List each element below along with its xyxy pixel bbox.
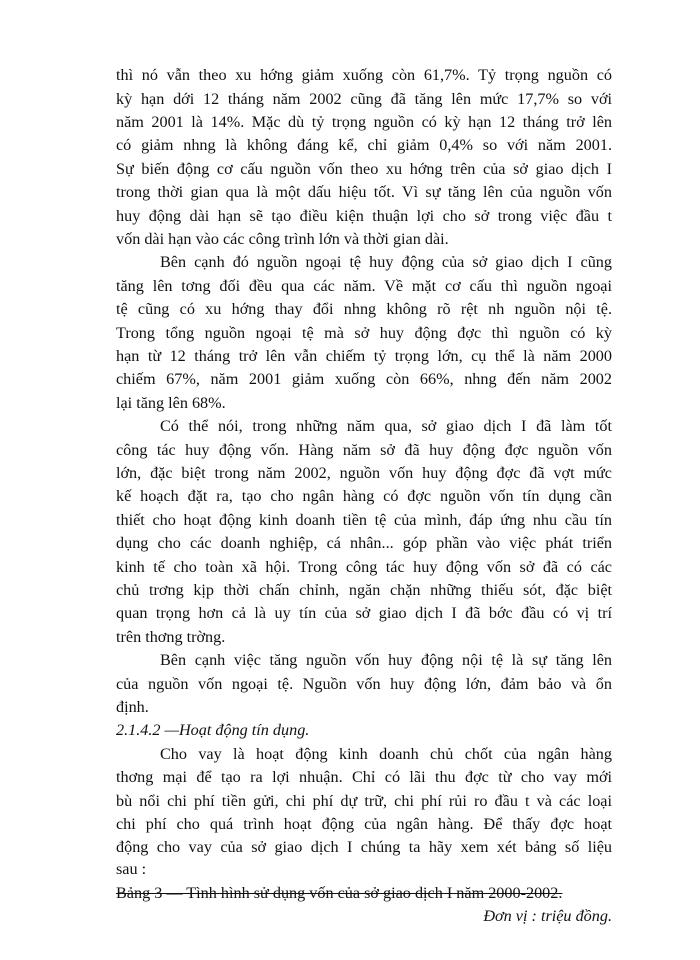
paragraph-line: động cho vay của sở giao dịch I chúng ta hãy xem xét bảng số liệu (116, 838, 612, 856)
paragraph-line: thì nó vẫn theo xu hớng giảm xuống còn 61,7%. Tỷ trọng nguồn có (116, 66, 612, 84)
paragraph-line: vốn dài hạn vào các công trình lớn và thời gian dài. (116, 230, 449, 248)
paragraph-line: năm 2001 là 14%. Mặc dù tỷ trọng nguồn có kỳ hạn 12 tháng trở lên (116, 113, 612, 131)
paragraph-line: thiết cho hoạt động kinh doanh tiền tệ của mình, đáp ứng nhu cầu tín (116, 511, 612, 529)
table-caption: Bảng 3 — Tình hình sử dụng vốn của sở giao dịch I năm 2000-2002. (116, 884, 563, 902)
paragraph-line: trên thơng trờng. (116, 628, 226, 646)
paragraph-line: chiếm 67%, năm 2001 giảm xuống còn 66%, nhng đến năm 2002 (116, 370, 612, 388)
paragraph-line: định. (116, 698, 149, 716)
paragraph-line: công tác huy động vốn. Hàng năm sở đã huy động đợc nguồn vốn (116, 441, 612, 459)
paragraph-line: kỳ hạn dới 12 tháng năm 2002 cũng đã tăng lên mức 17,7% so với (116, 90, 612, 108)
paragraph-line: lớn, đặc biệt trong năm 2002, nguồn vốn huy động đợc đã vợt mức (116, 464, 612, 482)
paragraph-line: hạn từ 12 tháng trở lên vẫn chiếm tỷ trọng lớn, cụ thể là năm 2000 (116, 347, 612, 365)
paragraph-line: Có thể nói, trong những năm qua, sở giao dịch I đã làm tốt (160, 417, 612, 435)
paragraph-line: kinh tế cho toàn xã hội. Trong công tác huy động vốn sở đã có các (116, 558, 612, 576)
paragraph-line: lại tăng lên 68%. (116, 394, 226, 412)
paragraph-line: của nguồn vốn ngoại tệ. Nguồn vốn huy động lớn, đảm bảo và ổn (116, 675, 612, 693)
paragraph-line: có giảm nhng là không đáng kể, chỉ giảm 0,4% so với năm 2001. (116, 136, 612, 154)
unit-label: Đơn vị : triệu đồng. (483, 907, 612, 925)
section-heading: 2.1.4.2 —Hoạt động tín dụng. (116, 721, 310, 739)
paragraph-line: chủ trơng kịp thời chấn chỉnh, ngăn chặn những thiếu sót, đặc biệt (116, 581, 612, 599)
paragraph-line: bù nổi chi phí tiền gửi, chi phí dự trữ, chi phí rủi ro đầu t và các loại (116, 792, 612, 810)
paragraph-line: Sự biến động cơ cấu nguồn vốn theo xu hớng trên của sở giao dịch I (116, 160, 612, 178)
paragraph-line: trong thời gian qua là một dấu hiệu tốt. Vì sự tăng lên của nguồn vốn (116, 183, 612, 201)
paragraph-line: tăng lên tơng đối đều qua các năm. Về mặt cơ cấu thì nguồn ngoại (116, 277, 612, 295)
paragraph-line: Cho vay là hoạt động kinh doanh chủ chốt của ngân hàng (160, 745, 612, 763)
paragraph-line: huy động dài hạn sẽ tạo điều kiện thuận lợi cho sở trong việc đầu t (116, 207, 612, 225)
paragraph-line: chi phí cho quá trình hoạt động của ngân hàng. Để thấy đợc hoạt (116, 815, 612, 833)
paragraph-line: Trong tổng nguồn ngoại tệ mà sở huy động đợc thì nguồn có kỳ (116, 324, 612, 342)
paragraph-line: tệ cũng có xu hớng thay đổi nhng không rõ rệt nh nguồn nội tệ. (116, 300, 612, 318)
paragraph-line: thơng mại để tạo ra lợi nhuận. Chỉ có lãi thu đợc từ cho vay mới (116, 768, 612, 786)
paragraph-line: Bên cạnh đó nguồn ngoại tệ huy động của sở giao dịch I cũng (160, 253, 612, 271)
paragraph-line: sau : (116, 860, 147, 878)
paragraph-line: quan trọng hơn cả là uy tín của sở giao dịch I đã bớc đầu có vị trí (116, 604, 612, 622)
paragraph-line: kế hoạch đặt ra, tạo cho ngân hàng có đợc nguồn vốn tín dụng cần (116, 487, 612, 505)
paragraph-line: Bên cạnh việc tăng nguồn vốn huy động nội tệ là sự tăng lên (160, 651, 612, 669)
paragraph-line: dụng cho các doanh nghiệp, cá nhân... góp phần vào việc phát triển (116, 534, 612, 552)
